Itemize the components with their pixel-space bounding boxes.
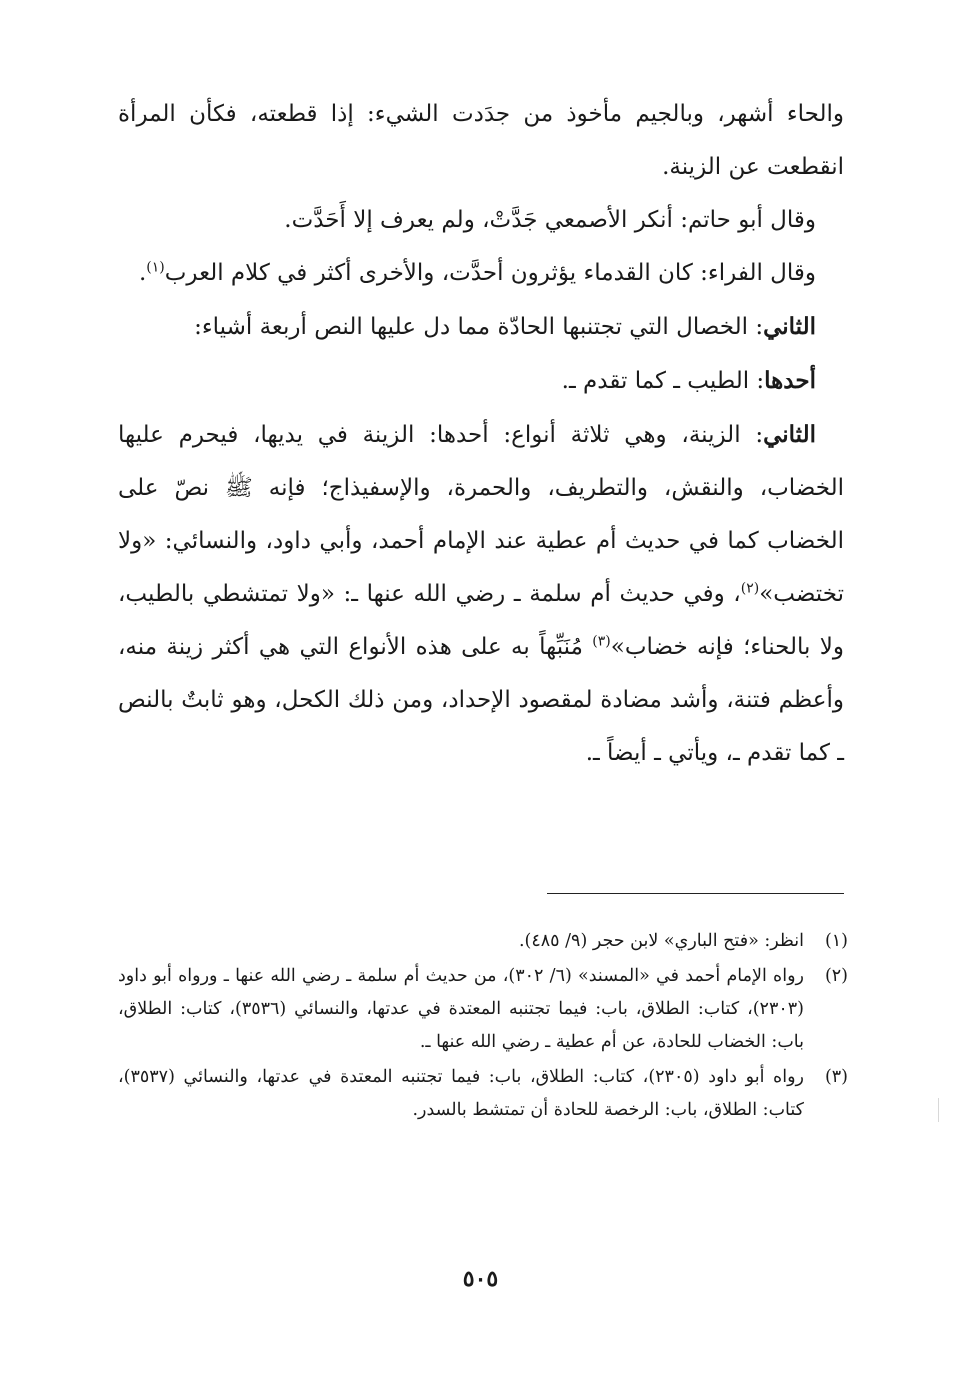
item-lead-second: الثاني (763, 421, 816, 448)
section-lead-second: الثاني (763, 313, 816, 340)
paragraph-4-text: : الخصال التي تجتنبها الحادّة مما دل عليها النص أربعة أشياء: (194, 314, 764, 340)
paragraph-5-text: : الطيب ـ كما تقدم ـ. (561, 368, 765, 394)
footnote-text: رواه أبو داود (٢٣٠٥)، كتاب: الطلاق، باب: فيما تجتنبه المعتدة في عدتها، والنسائي (٣٥٣٧)، كتاب: الطلاق، باب: الرخصة للحادة أن تمتشط بالسدر. (118, 1067, 804, 1120)
footnote-text: رواه الإمام أحمد في «المسند» (٦/ ٣٠٢)، من حديث أم سلمة ـ رضي الله عنها ـ ورواه أبو داود (٢٣٠٣)، كتاب: الطلاق، باب: فيما تجتنبه المعتدة في عدتها، والنسائي (٣٥٣٦)، كتاب: الطلاق، باب: الخضاب للحادة، عن أم عطية ـ رضي الله عنها ـ. (118, 966, 804, 1052)
paragraph-4 (118, 300, 844, 354)
paragraph-3 (118, 247, 844, 300)
scan-mark (938, 1098, 939, 1122)
footnote-ref-1[interactable]: (١) (146, 259, 165, 276)
footnote-number: (٣) (824, 1067, 848, 1087)
paragraph-3-end: . (138, 260, 147, 286)
footnote-1 (118, 925, 848, 958)
footnote-2 (118, 960, 848, 1059)
footnote-number: (٢) (824, 966, 848, 986)
paragraph-6-text-b: ، وفي حديث أم سلمة ـ رضي الله عنها ـ: «ولا تمتشطي بالطيب، ولا بالحناء؛ فإنه خضاب» (118, 581, 845, 660)
paragraph-6-text-a: : الزينة، وهي ثلاثة أنواع: أحدها: الزينة في يديها، فيحرم عليها الخضاب، والنقش، والتطريف، والحمرة، والإسفيذاج؛ فإنه ﷺ نصّ على الخضاب كما في حديث أم عطية عند الإمام أحمد، وأبي داود، والنسائي: «ولا تختضب» (118, 422, 844, 607)
paragraph-6 (118, 408, 844, 780)
paragraph-5 (118, 354, 844, 408)
item-lead-first: أحدها (764, 367, 816, 394)
paragraph-1: والحاء أشهر، وبالجيم مأخوذ من جدَدت الشيء: إذا قطعته، فكأن المرأة انقطعت عن الزينة. (118, 101, 844, 180)
page-number: ٥٠٥ (462, 1266, 499, 1292)
footnote-ref-3[interactable]: (٣) (592, 633, 611, 650)
paragraph-2: وقال أبو حاتم: أنكر الأصمعي جَدَّتْ، ولم يعرف إلا أَحَدَّت. (284, 207, 816, 233)
paragraph-6-text-c: مُنَبِّهاً به على هذه الأنواع التي هي أكثر زينة منه، وأعظم فتنة، وأشد مضادة لمقصود الإحداد، ومن ذلك الكحل، وهو ثابتٌ بالنص ـ كما تقدم ـ، ويأتي ـ أيضاً ـ. (118, 634, 844, 766)
footnotes (118, 925, 848, 1129)
footnote-text: انظر: «فتح الباري» لابن حجر (٩/ ٤٨٥). (518, 931, 804, 951)
footnote-3 (118, 1061, 848, 1127)
footnote-ref-2[interactable]: (٢) (740, 580, 760, 597)
footnote-divider (547, 893, 844, 894)
main-text (118, 88, 844, 780)
footnote-number: (١) (824, 931, 848, 951)
paragraph-3-text: وقال الفراء: كان القدماء يؤثرون أحدَّت، والأخرى أكثر في كلام العرب (164, 260, 816, 286)
